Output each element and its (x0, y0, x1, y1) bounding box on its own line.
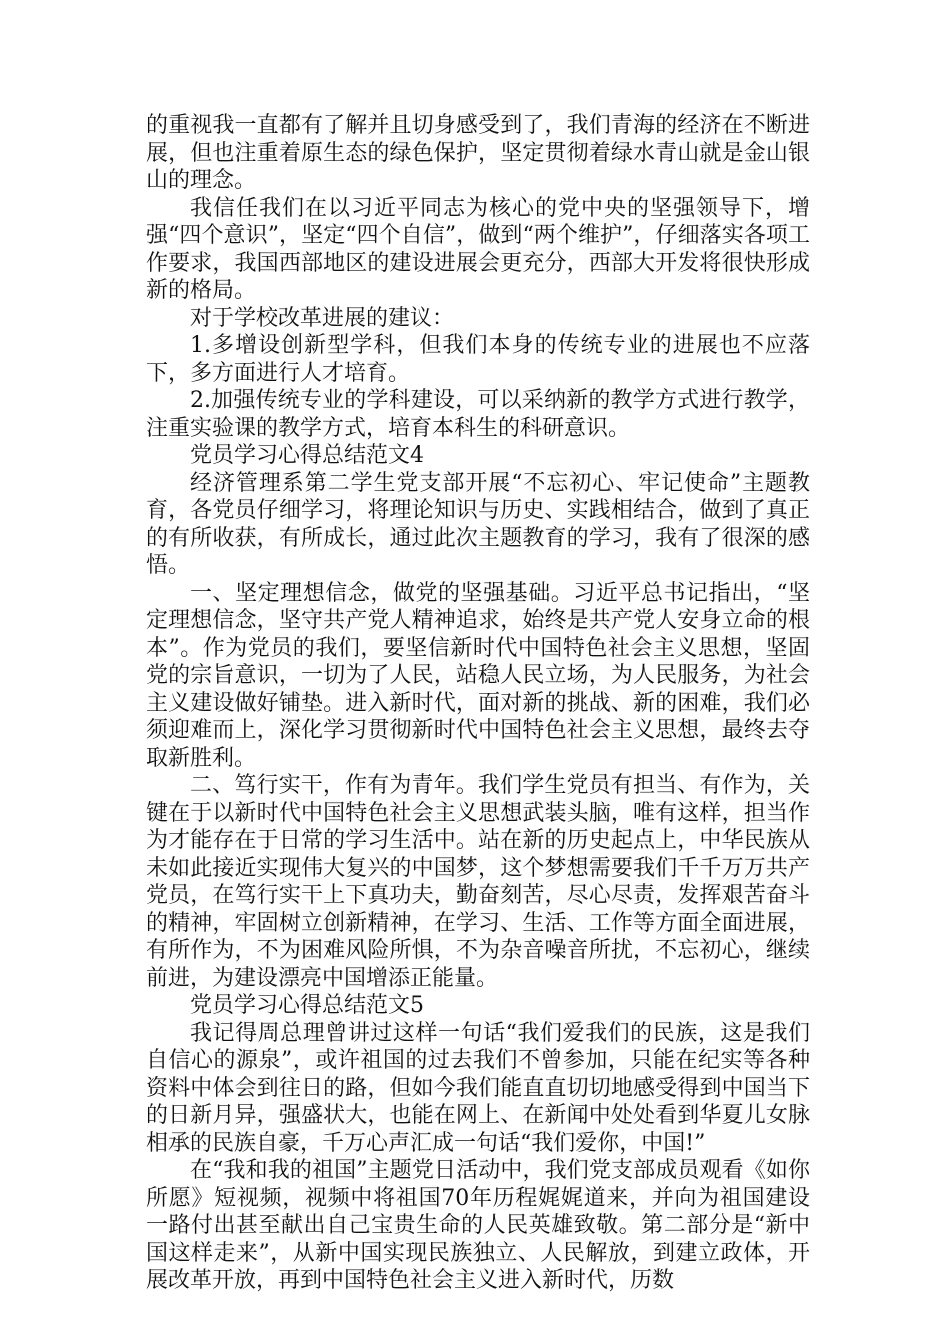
paragraph-suggestion-2: 2.加强传统专业的学科建设，可以采纳新的教学方式进行教学，注重实验课的教学方式，培育本科生的科研意识。 (146, 388, 810, 441)
paragraph-ideals: 一、坚定理想信念，做党的坚强基础。习近平总书记指出，“坚定理想信念，坚守共产党人精神追求，始终是共产党人安身立命的根本”。作为党员的我们，要坚信新时代中国特色社会主义思想，坚固党的宗旨意识，一切为了人民，站稳人民立场，为人民服务，为社会主义建设做好铺垫。进入新时代，面对新的挑战、新的困难，我们必须迎难而上，深化学习贯彻新时代中国特色社会主义思想，最终去夺取新胜利。 (146, 580, 810, 771)
paragraph-theme-education: 经济管理系第二学生党支部开展“不忘初心、牢记使命”主题教育，各党员仔细学习，将理论知识与历史、实践相结合，做到了真正的有所收获，有所成长，通过此次主题教育的学习，我有了很深的感悟。 (146, 470, 810, 578)
paragraph-western-development: 我信任我们在以习近平同志为核心的党中央的坚强领导下，增强“四个意识”，坚定“四个自信”，做到“两个维护”，仔细落实各项工作要求，我国西部地区的建设进展会更充分，西部大开发将很快形成新的格局。 (146, 195, 810, 303)
document-page (146, 112, 810, 1295)
paragraph-party-day: 在“我和我的祖国”主题党日活动中，我们党支部成员观看《如你所愿》短视频，视频中将祖国70年历程娓娓道来，并向为祖国建设一路付出甚至献出自己宝贵生命的人民英雄致敬。第二部分是“新中国这样走来”，从新中国实现民族独立、人民解放，到建立政体，开展改革开放，再到中国特色社会主义进入新时代，历数 (146, 1158, 810, 1293)
paragraph-school-reform-intro: 对于学校改革进展的建议： (190, 305, 455, 331)
paragraph-practice: 二、笃行实干，作有为青年。我们学生党员有担当、有作为，关键在于以新时代中国特色社会主义思想武装头脑，唯有这样，担当作为才能存在于日常的学习生活中。站在新的历史起点上，中华民族从未如此接近实现伟大复兴的中国梦，这个梦想需要我们千千万万共产党员，在笃行实干上下真功夫，勤奋刻苦，尽心尽责，发挥艰苦奋斗的精神，牢固树立创新精神，在学习、生活、工作等方面全面进展，有所作为，不为困难风险所惧，不为杂音噪音所扰，不忘初心，继续前进，为建设漂亮中国增添正能量。 (146, 773, 810, 991)
section-heading-4: 党员学习心得总结范文4 (190, 443, 424, 468)
paragraph-suggestion-1: 1.多增设创新型学科，但我们本身的传统专业的进展也不应落下，多方面进行人才培育。 (146, 333, 810, 386)
section-heading-5: 党员学习心得总结范文5 (190, 993, 424, 1018)
paragraph-premier-quote: 我记得周总理曾讲过这样一句话“我们爱我们的民族，这是我们自信心的源泉”，或许祖国的过去我们不曾参加，只能在纪实等各种资料中体会到往日的路，但如今我们能直直切切地感受得到中国当下的日新月异，强盛状大，也能在网上、在新闻中处处看到华夏儿女脉相承的民族自豪，千万心声汇成一句话“我们爱你，中国!” (146, 1020, 810, 1156)
paragraph-continued: 的重视我一直都有了解并且切身感受到了，我们青海的经济在不断进展，但也注重着原生态的绿色保护，坚定贯彻着绿水青山就是金山银山的理念。 (146, 113, 810, 193)
